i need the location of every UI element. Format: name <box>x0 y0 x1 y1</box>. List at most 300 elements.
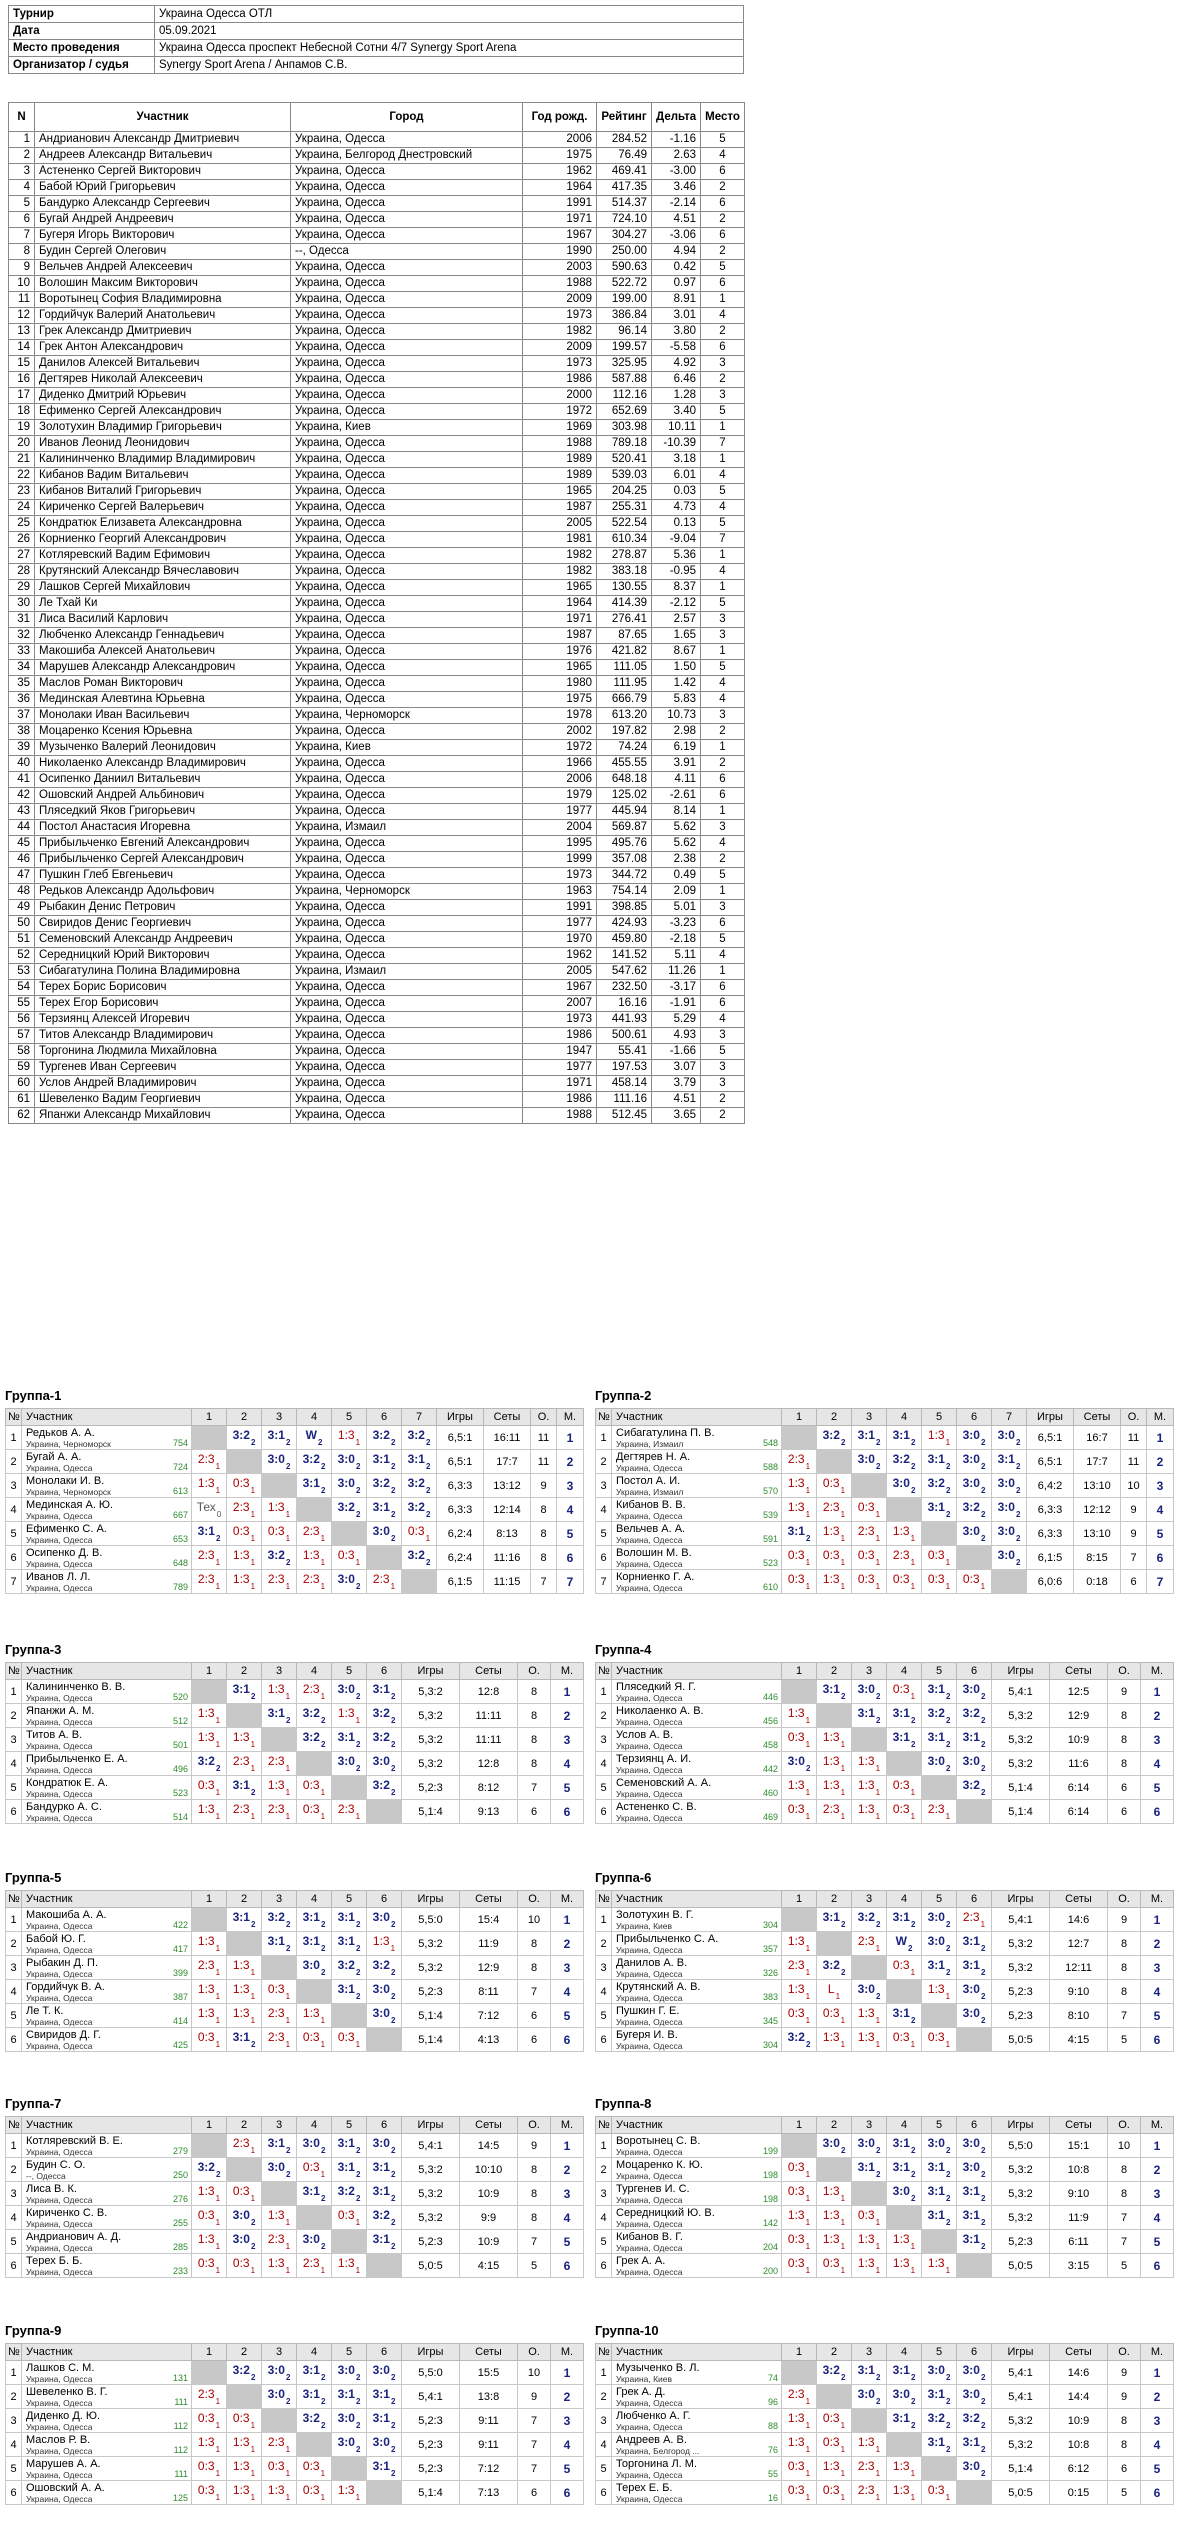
group-title: Группа-6 <box>595 1870 652 1885</box>
player-cell: 25 <box>9 516 35 532</box>
player-cell: Дегтярев Николай Алексеевич <box>35 372 291 388</box>
match-score: $1:3_1$ <box>267 1681 291 1702</box>
match-score: $2:3_1$ <box>197 2386 221 2407</box>
group-cell-self <box>817 2158 852 2182</box>
match-score: $3:1_2$ <box>407 1451 431 1472</box>
group-match-cell <box>192 2028 227 2052</box>
group-match-cell <box>922 1932 957 1956</box>
match-score: $3:1_2$ <box>927 2159 951 2180</box>
match-score: $3:1_2$ <box>372 1681 396 1702</box>
group-row <box>6 2004 584 2028</box>
player-cell: Ефименко Сергей Александрович <box>35 404 291 420</box>
group-match-cell <box>192 2409 227 2433</box>
match-score: $3:2_2$ <box>337 1499 361 1520</box>
group-match-cell <box>297 1474 332 1498</box>
group-row <box>6 1908 584 1932</box>
group-row <box>6 1932 584 1956</box>
group-player-rating: 233 <box>172 2266 188 2276</box>
group-match-cell <box>852 2361 887 2385</box>
match-score: $0:3_1$ <box>232 1475 256 1496</box>
group-sets: 12:8 <box>460 1680 518 1704</box>
group-header-opponent: 6 <box>367 2117 402 2134</box>
match-score: $3:1_2$ <box>962 1729 986 1750</box>
group-place: 5 <box>551 2230 584 2254</box>
match-score: $0:3_1$ <box>232 2183 256 2204</box>
player-cell: Котляревский Вадим Ефимович <box>35 548 291 564</box>
group-row <box>6 1704 584 1728</box>
group-player-rating: 199 <box>762 2146 778 2156</box>
group-place: 2 <box>1141 1932 1174 1956</box>
group-row-no: 5 <box>596 2457 612 2481</box>
group-player-name: Кибанов В. Г. <box>616 2231 683 2243</box>
player-row <box>9 164 745 180</box>
group-cell-self <box>227 1704 262 1728</box>
group-header-opponent: 2 <box>817 1409 852 1426</box>
player-row <box>9 628 745 644</box>
group-player-city: Украина, Одесса <box>26 2399 93 2408</box>
group-sets: 11:15 <box>484 1570 531 1594</box>
player-cell: Терех Борис Борисович <box>35 980 291 996</box>
player-cell: 23 <box>9 484 35 500</box>
player-cell: 1971 <box>523 1076 597 1092</box>
group-match-cell <box>332 1728 367 1752</box>
player-cell: 9 <box>9 260 35 276</box>
group-header-no: № <box>6 1663 22 1680</box>
player-cell: 1967 <box>523 980 597 996</box>
player-cell: Кондратюк Елизавета Александровна <box>35 516 291 532</box>
group-match-cell <box>922 2254 957 2278</box>
player-row <box>9 260 745 276</box>
match-score: $3:0_2$ <box>857 1981 881 2002</box>
group-row-no: 6 <box>596 2028 612 2052</box>
player-cell: 1 <box>701 420 745 436</box>
group-header-place: М. <box>1141 2344 1174 2361</box>
group-row <box>596 1752 1174 1776</box>
match-score: $3:0_2$ <box>302 1957 326 1978</box>
group-match-cell <box>227 2433 262 2457</box>
group-match-cell <box>782 2385 817 2409</box>
group-header-opponent: 6 <box>367 1891 402 1908</box>
player-cell: Украина, Одесса <box>291 692 523 708</box>
group-points: 6 <box>518 2028 551 2052</box>
player-cell: 3 <box>701 1076 745 1092</box>
player-cell: 6 <box>701 276 745 292</box>
player-cell: 4 <box>701 836 745 852</box>
group-sets: 4:15 <box>1050 2028 1108 2052</box>
group-match-cell <box>957 2182 992 2206</box>
player-cell: 1964 <box>523 180 597 196</box>
group-player-city: Украина, Одесса <box>26 1994 93 2003</box>
group-match-cell <box>367 1728 402 1752</box>
player-cell: 44 <box>9 820 35 836</box>
group-player-city: Украина, Одесса <box>26 2042 93 2051</box>
group-games: 5,4:1 <box>402 2134 460 2158</box>
player-cell: 303.98 <box>597 420 652 436</box>
group-match-cell <box>887 2158 922 2182</box>
group-header-no: № <box>596 2344 612 2361</box>
player-cell: 3 <box>701 900 745 916</box>
group-header-opponent: 6 <box>957 1663 992 1680</box>
group-player-name: Ле Т. К. <box>26 2005 64 2017</box>
player-cell: 3.80 <box>652 324 701 340</box>
group-games: 6,0:6 <box>1027 1570 1074 1594</box>
group-row-no: 1 <box>596 1426 612 1450</box>
player-cell: Украина, Одесса <box>291 308 523 324</box>
group-row <box>596 1546 1174 1570</box>
player-row <box>9 804 745 820</box>
group-match-cell <box>922 1728 957 1752</box>
player-cell: Украина, Одесса <box>291 164 523 180</box>
player-cell: 2 <box>701 1092 745 1108</box>
player-cell: 14 <box>9 340 35 356</box>
group-player <box>22 2361 192 2385</box>
group-sets: 6:12 <box>1050 2457 1108 2481</box>
match-score: $3:0_2$ <box>302 2135 326 2156</box>
player-cell: 1978 <box>523 708 597 724</box>
match-score: $3:2_2$ <box>372 1777 396 1798</box>
player-cell: 130.55 <box>597 580 652 596</box>
group-points: 8 <box>1108 1728 1141 1752</box>
player-row <box>9 756 745 772</box>
match-score: $3:0_2$ <box>962 2005 986 2026</box>
group-games: 5,4:1 <box>402 2385 460 2409</box>
group-row <box>596 1426 1174 1450</box>
group-header-points: О. <box>1108 2344 1141 2361</box>
group-match-cell <box>852 1450 887 1474</box>
group-player-city: Украина, Измаил <box>616 1488 684 1497</box>
group-player-name: Пушкин Г. Е. <box>616 2005 680 2017</box>
player-row <box>9 660 745 676</box>
group-match-cell <box>297 1522 332 1546</box>
group-player-rating: 414 <box>172 2016 188 2026</box>
group-row <box>6 1752 584 1776</box>
players-table <box>8 102 745 1124</box>
group-row-no: 1 <box>596 2134 612 2158</box>
player-cell: 3 <box>701 356 745 372</box>
group-place: 1 <box>551 2134 584 2158</box>
player-cell: 1 <box>701 964 745 980</box>
match-score: $1:3_1$ <box>232 2005 256 2026</box>
player-row <box>9 388 745 404</box>
group-cell-self <box>852 1474 887 1498</box>
player-cell: -10.39 <box>652 436 701 452</box>
group-cell-self <box>262 2182 297 2206</box>
group-cell-self <box>887 2206 922 2230</box>
group-match-cell <box>297 2385 332 2409</box>
group-points: 7 <box>518 1776 551 1800</box>
player-cell: 2 <box>701 1108 745 1124</box>
player-cell: 1947 <box>523 1044 597 1060</box>
group-match-cell <box>887 2230 922 2254</box>
player-row <box>9 852 745 868</box>
player-cell: Шевеленко Вадим Георгиевич <box>35 1092 291 1108</box>
player-cell: Украина, Одесса <box>291 580 523 596</box>
match-score: $2:3_1$ <box>267 1753 291 1774</box>
player-cell: 539.03 <box>597 468 652 484</box>
group-header-opponent: 5 <box>922 2344 957 2361</box>
player-cell: 1969 <box>523 420 597 436</box>
match-score: $1:3_1$ <box>822 2458 846 2479</box>
group-cell-self <box>332 2004 367 2028</box>
group-match-cell <box>192 1776 227 1800</box>
group-match-cell <box>262 2385 297 2409</box>
match-score: $3:0_2$ <box>927 1753 951 1774</box>
group-player-city: Украина, Одесса <box>616 1766 683 1775</box>
player-cell: Украина, Одесса <box>291 564 523 580</box>
match-score: $1:3_1$ <box>197 1705 221 1726</box>
group-sets: 8:11 <box>460 1980 518 2004</box>
group-match-cell <box>227 2206 262 2230</box>
player-cell: 5.83 <box>652 692 701 708</box>
group-place: 4 <box>551 1980 584 2004</box>
match-score: $3:0_2$ <box>997 1523 1021 1544</box>
group-cell-self <box>922 1776 957 1800</box>
group-points: 8 <box>518 1704 551 1728</box>
group-player-city: Украина, Одесса <box>616 1970 683 1979</box>
player-cell: 4 <box>701 948 745 964</box>
player-cell: -3.00 <box>652 164 701 180</box>
player-row <box>9 484 745 500</box>
match-score: $3:0_2$ <box>962 1523 986 1544</box>
player-row <box>9 372 745 388</box>
player-cell: 1980 <box>523 676 597 692</box>
group-match-cell <box>367 1570 402 1594</box>
group-row-no: 5 <box>6 1522 22 1546</box>
player-cell: 54 <box>9 980 35 996</box>
player-row <box>9 212 745 228</box>
group-header-opponent: 2 <box>227 1409 262 1426</box>
group-points: 8 <box>1108 1752 1141 1776</box>
player-row <box>9 356 745 372</box>
player-cell: Украина, Одесса <box>291 276 523 292</box>
player-cell: 30 <box>9 596 35 612</box>
group-place: 3 <box>551 1728 584 1752</box>
player-cell: 1986 <box>523 1028 597 1044</box>
player-cell: 6.01 <box>652 468 701 484</box>
group-header-opponent: 1 <box>782 1409 817 1426</box>
group-cell-self <box>782 1426 817 1450</box>
group-match-cell <box>922 2361 957 2385</box>
player-cell: 613.20 <box>597 708 652 724</box>
group-sets: 16:11 <box>484 1426 531 1450</box>
group-header-points: О. <box>1121 1409 1147 1426</box>
group-cell-self <box>367 2028 402 2052</box>
match-score: $3:0_2$ <box>997 1499 1021 1520</box>
player-cell: 4 <box>701 1012 745 1028</box>
group-match-cell <box>332 1570 367 1594</box>
group-match-cell <box>332 2028 367 2052</box>
group-header-opponent: 3 <box>262 2344 297 2361</box>
player-cell: 1 <box>701 740 745 756</box>
group-player <box>22 1704 192 1728</box>
match-score: $3:1_2$ <box>892 2135 916 2156</box>
match-score: $3:1_2$ <box>927 1681 951 1702</box>
match-score: $0:3_1$ <box>232 2255 256 2276</box>
player-cell: 610.34 <box>597 532 652 548</box>
group-match-cell <box>332 2481 367 2505</box>
player-cell: Макошиба Алексей Анатольевич <box>35 644 291 660</box>
player-cell: 10.73 <box>652 708 701 724</box>
group-match-cell <box>262 2028 297 2052</box>
group-match-cell <box>957 1498 992 1522</box>
match-score: $0:3_1$ <box>267 2458 291 2479</box>
match-score: $3:1_2$ <box>857 1705 881 1726</box>
group-match-cell <box>817 1546 852 1570</box>
group-cell-self <box>332 2457 367 2481</box>
match-score: $1:3_1$ <box>197 1981 221 2002</box>
group-table <box>5 2116 584 2278</box>
group-cell-self <box>957 2028 992 2052</box>
group-match-cell <box>957 2409 992 2433</box>
group-match-cell <box>887 1474 922 1498</box>
group-player <box>612 1426 782 1450</box>
group-match-cell <box>852 2457 887 2481</box>
match-score: $3:1_2$ <box>372 1499 396 1520</box>
group-player-city: Украина, Одесса <box>616 1536 683 1545</box>
group-match-cell <box>227 1498 262 1522</box>
group-row-no: 2 <box>596 1450 612 1474</box>
player-cell: 441.93 <box>597 1012 652 1028</box>
group-match-cell <box>297 2481 332 2505</box>
group-cell-self <box>852 1956 887 1980</box>
match-score: $3:1_2$ <box>997 1451 1021 1472</box>
group-match-cell <box>782 2028 817 2052</box>
match-score: $0:3_1$ <box>337 2029 361 2050</box>
player-cell: 1 <box>9 132 35 148</box>
match-score: $3:0_2$ <box>337 2434 361 2455</box>
match-score: $0:3_1$ <box>822 2482 846 2503</box>
group-points: 9 <box>518 2134 551 2158</box>
player-cell: -1.66 <box>652 1044 701 1060</box>
group-place: 5 <box>1147 1522 1174 1546</box>
group-player <box>612 2481 782 2505</box>
group-row <box>596 1570 1174 1594</box>
group-table <box>595 1408 1174 1594</box>
player-cell: Кибанов Виталий Григорьевич <box>35 484 291 500</box>
group-match-cell <box>367 1426 402 1450</box>
group-match-cell <box>297 1728 332 1752</box>
group-player-rating: 442 <box>762 1764 778 1774</box>
group-match-cell <box>887 2004 922 2028</box>
group-games: 6,3:3 <box>1027 1522 1074 1546</box>
group-cell-self <box>887 1980 922 2004</box>
group-sets: 10:9 <box>1050 2409 1108 2433</box>
group-match-cell <box>262 2457 297 2481</box>
match-score: $1:3_1$ <box>892 2255 916 2276</box>
group-player-rating: 548 <box>762 1438 778 1448</box>
group-player <box>612 2361 782 2385</box>
player-cell: 1986 <box>523 372 597 388</box>
group-player-name: Бандурко А. С. <box>26 1801 102 1813</box>
match-score: $1:3_1$ <box>892 2458 916 2479</box>
player-row <box>9 708 745 724</box>
group-header-opponent: 3 <box>262 1663 297 1680</box>
group-header-sets: Сеты <box>1050 2117 1108 2134</box>
group-player-rating: 198 <box>762 2170 778 2180</box>
group-sets: 14:5 <box>460 2134 518 2158</box>
player-cell: 74.24 <box>597 740 652 756</box>
group-header-opponent: 4 <box>887 2117 922 2134</box>
match-score: $3:0_2$ <box>962 1475 986 1496</box>
player-cell: 55.41 <box>597 1044 652 1060</box>
group-points: 9 <box>1121 1498 1147 1522</box>
match-score: $0:3_1$ <box>787 2482 811 2503</box>
group-player-city: Украина, Одесса <box>26 1560 93 1569</box>
match-score: $0:3_1$ <box>892 1801 916 1822</box>
player-cell: 51 <box>9 932 35 948</box>
group-match-cell <box>332 2433 367 2457</box>
player-cell: Будин Сергей Олегович <box>35 244 291 260</box>
group-place: 2 <box>1141 1704 1174 1728</box>
group-match-cell <box>297 2361 332 2385</box>
group-cell-self <box>262 1728 297 1752</box>
group-match-cell <box>887 1704 922 1728</box>
group-points: 8 <box>531 1522 557 1546</box>
player-cell: 3 <box>701 1028 745 1044</box>
player-cell: Украина, Черноморск <box>291 884 523 900</box>
player-cell: 55 <box>9 996 35 1012</box>
group-player-rating: 512 <box>172 1716 188 1726</box>
player-cell: 383.18 <box>597 564 652 580</box>
match-score: $2:3_1$ <box>787 1451 811 1472</box>
group-player-rating: 383 <box>762 1992 778 2002</box>
group-header-opponent: 3 <box>262 1891 297 1908</box>
group-games: 5,3:2 <box>402 1728 460 1752</box>
group-match-cell <box>192 1752 227 1776</box>
group-player-name: Тургенев И. С. <box>616 2183 690 2195</box>
match-score: $3:0_2$ <box>927 1909 951 1930</box>
match-score: $3:1_2$ <box>892 1729 916 1750</box>
group-games: 5,3:2 <box>992 1956 1050 1980</box>
player-cell: Грек Александр Дмитриевич <box>35 324 291 340</box>
group-player-city: Украина, Одесса <box>616 2495 683 2504</box>
player-cell: Рыбакин Денис Петрович <box>35 900 291 916</box>
match-score: $3:1_2$ <box>302 1909 326 1930</box>
group-header-place: М. <box>1141 1891 1174 1908</box>
player-cell: Украина, Одесса <box>291 756 523 772</box>
group-games: 6,3:3 <box>437 1474 484 1498</box>
match-score: $3:2_2$ <box>407 1475 431 1496</box>
group-row <box>596 2182 1174 2206</box>
group-match-cell <box>297 2028 332 2052</box>
player-cell: 522.72 <box>597 276 652 292</box>
group-player-name: Золотухин В. Г. <box>616 1909 694 1921</box>
group-match-cell <box>192 2230 227 2254</box>
match-score: $3:0_2$ <box>267 2362 291 2383</box>
match-score: $3:1_2$ <box>822 1909 846 1930</box>
player-cell: Кириченко Сергей Валерьевич <box>35 500 291 516</box>
group-player-rating: 613 <box>172 1486 188 1496</box>
player-cell: Торгонина Людмила Михайловна <box>35 1044 291 1060</box>
group-match-cell <box>957 1450 992 1474</box>
match-score: $0:3_1$ <box>927 2029 951 2050</box>
player-cell: 112.16 <box>597 388 652 404</box>
group-place: 5 <box>551 1776 584 1800</box>
group-player-city: Украина, Киев <box>616 1922 673 1931</box>
player-cell: Украина, Одесса <box>291 916 523 932</box>
group-match-cell <box>297 1426 332 1450</box>
match-score: $1:3_1$ <box>857 2029 881 2050</box>
match-score: $1:3_1$ <box>787 1705 811 1726</box>
group-row-no: 4 <box>6 2206 22 2230</box>
group-row-no: 3 <box>596 1728 612 1752</box>
match-score: $0:3_1$ <box>787 2159 811 2180</box>
group-match-cell <box>192 1570 227 1594</box>
group-player-city: Украина, Одесса <box>616 2172 683 2181</box>
group-games: 6,1:5 <box>437 1570 484 1594</box>
group-player-rating: 754 <box>172 1438 188 1448</box>
group-player-name: Бугеря И. В. <box>616 2029 678 2041</box>
